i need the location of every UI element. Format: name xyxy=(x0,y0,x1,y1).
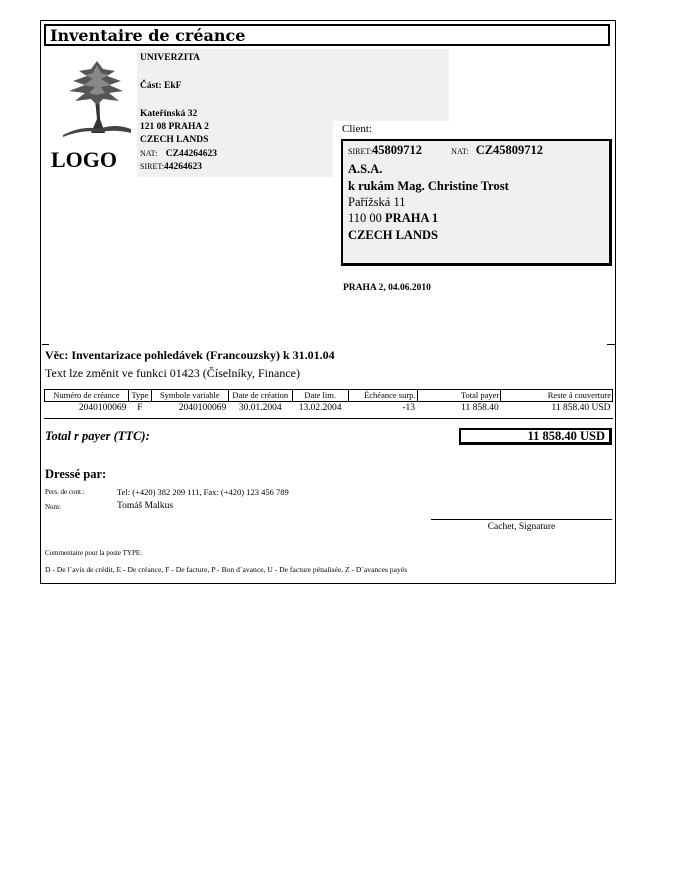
col-overdue: Échéance surp. xyxy=(348,390,417,402)
sender-siret xyxy=(140,162,202,172)
client-street: Pařížská 11 xyxy=(348,195,406,209)
client-city: PRAHA 1 xyxy=(385,211,439,225)
client-ids xyxy=(348,143,543,158)
logo-text: LOGO xyxy=(51,147,118,172)
contact-label: Pers. de cont.: xyxy=(45,488,85,496)
table-row xyxy=(45,402,613,416)
col-total-payer: Total payer xyxy=(417,390,501,402)
total-label: Total r payer (TTC): xyxy=(45,429,150,443)
document-title: Inventaire de créance xyxy=(50,26,246,45)
cell-remaining: 11 858.40 USD xyxy=(551,403,611,413)
signature-label: Cachet, Signature xyxy=(487,522,556,532)
cell-invoice-number: 2040100069 xyxy=(78,403,127,413)
client-name: A.S.A. xyxy=(348,162,383,176)
client-attention: k rukám Mag. Christine Trost xyxy=(348,179,509,193)
document-title-box xyxy=(44,24,610,46)
name-value: Tomáš Malkus xyxy=(117,501,174,511)
col-invoice-number: Numéro de créance xyxy=(45,390,129,402)
sender-line3: Kateřinská 32 xyxy=(140,109,198,119)
invoice-page xyxy=(40,20,616,584)
comment-label: Commentaire pour la poste TYPE: xyxy=(45,549,143,557)
cell-creation-date: 30.01.2004 xyxy=(238,403,282,413)
cell-type: F xyxy=(137,403,143,413)
client-country: CZECH LANDS xyxy=(348,228,438,242)
fold-mark-right xyxy=(607,344,615,345)
fold-mark-left xyxy=(42,344,49,345)
client-address-box xyxy=(341,139,612,266)
sender-line2: Část: EkF xyxy=(140,81,182,91)
issued-by-label: Dressé par: xyxy=(45,467,107,481)
sender-siret-label: SIRET: xyxy=(140,162,165,171)
subject-line: Věc: Inventarizace pohledávek (Francouzsky) k 31.01.04 xyxy=(45,348,335,362)
client-nat-value: CZ45809712 xyxy=(475,143,544,157)
note-line: Text lze změnit ve funkci 01423 (Číselníky, Finance) xyxy=(45,366,300,380)
tree-logo-icon xyxy=(61,59,133,137)
signature-line xyxy=(431,519,612,520)
col-remaining: Reste á couverture xyxy=(501,390,613,402)
total-value: 11 858.40 USD xyxy=(459,428,612,445)
contact-value: Tel: (+420) 382 209 111, Fax: (+420) 123 456 789 xyxy=(117,487,289,497)
items-table xyxy=(44,389,613,415)
name-label: Nom: xyxy=(45,503,61,511)
sender-nat-value: CZ44264623 xyxy=(165,149,217,159)
table-header-row xyxy=(45,390,613,402)
col-variable-symbol: Symbole variable xyxy=(151,390,228,402)
client-nat-label: NAT: xyxy=(451,147,469,156)
sender-line5: CZECH LANDS xyxy=(140,135,209,145)
client-heading: Client: xyxy=(342,123,372,135)
sender-siret-value: 44264623 xyxy=(164,162,203,172)
sender-nat xyxy=(140,149,217,159)
client-siret-label: SIRET: xyxy=(348,147,373,156)
cell-overdue: -13 xyxy=(402,403,416,413)
client-zip-city xyxy=(348,211,438,226)
client-siret-value: 45809712 xyxy=(372,143,423,157)
col-due-date: Date lim. xyxy=(292,390,348,402)
comment-text: D - De l´avis de crédit, E - De créance, F - De facture, P - Bon d´avance, U - De facture pénalisée, Z - D´avances payés xyxy=(45,565,408,574)
table-rule xyxy=(44,418,613,419)
col-type: Type xyxy=(128,390,151,402)
sender-line1: UNIVERZITA xyxy=(140,53,201,63)
cell-variable-symbol: 2040100069 xyxy=(178,403,227,413)
cell-due-date: 13.02.2004 xyxy=(298,403,342,413)
client-zip: 110 00 xyxy=(348,211,382,225)
sender-nat-label: NAT: xyxy=(140,149,158,158)
col-creation-date: Date de création xyxy=(228,390,292,402)
sender-line4: 121 08 PRAHA 2 xyxy=(140,122,209,132)
place-date: PRAHA 2, 04.06.2010 xyxy=(343,283,431,293)
cell-total-payer: 11 858.40 xyxy=(461,403,499,413)
